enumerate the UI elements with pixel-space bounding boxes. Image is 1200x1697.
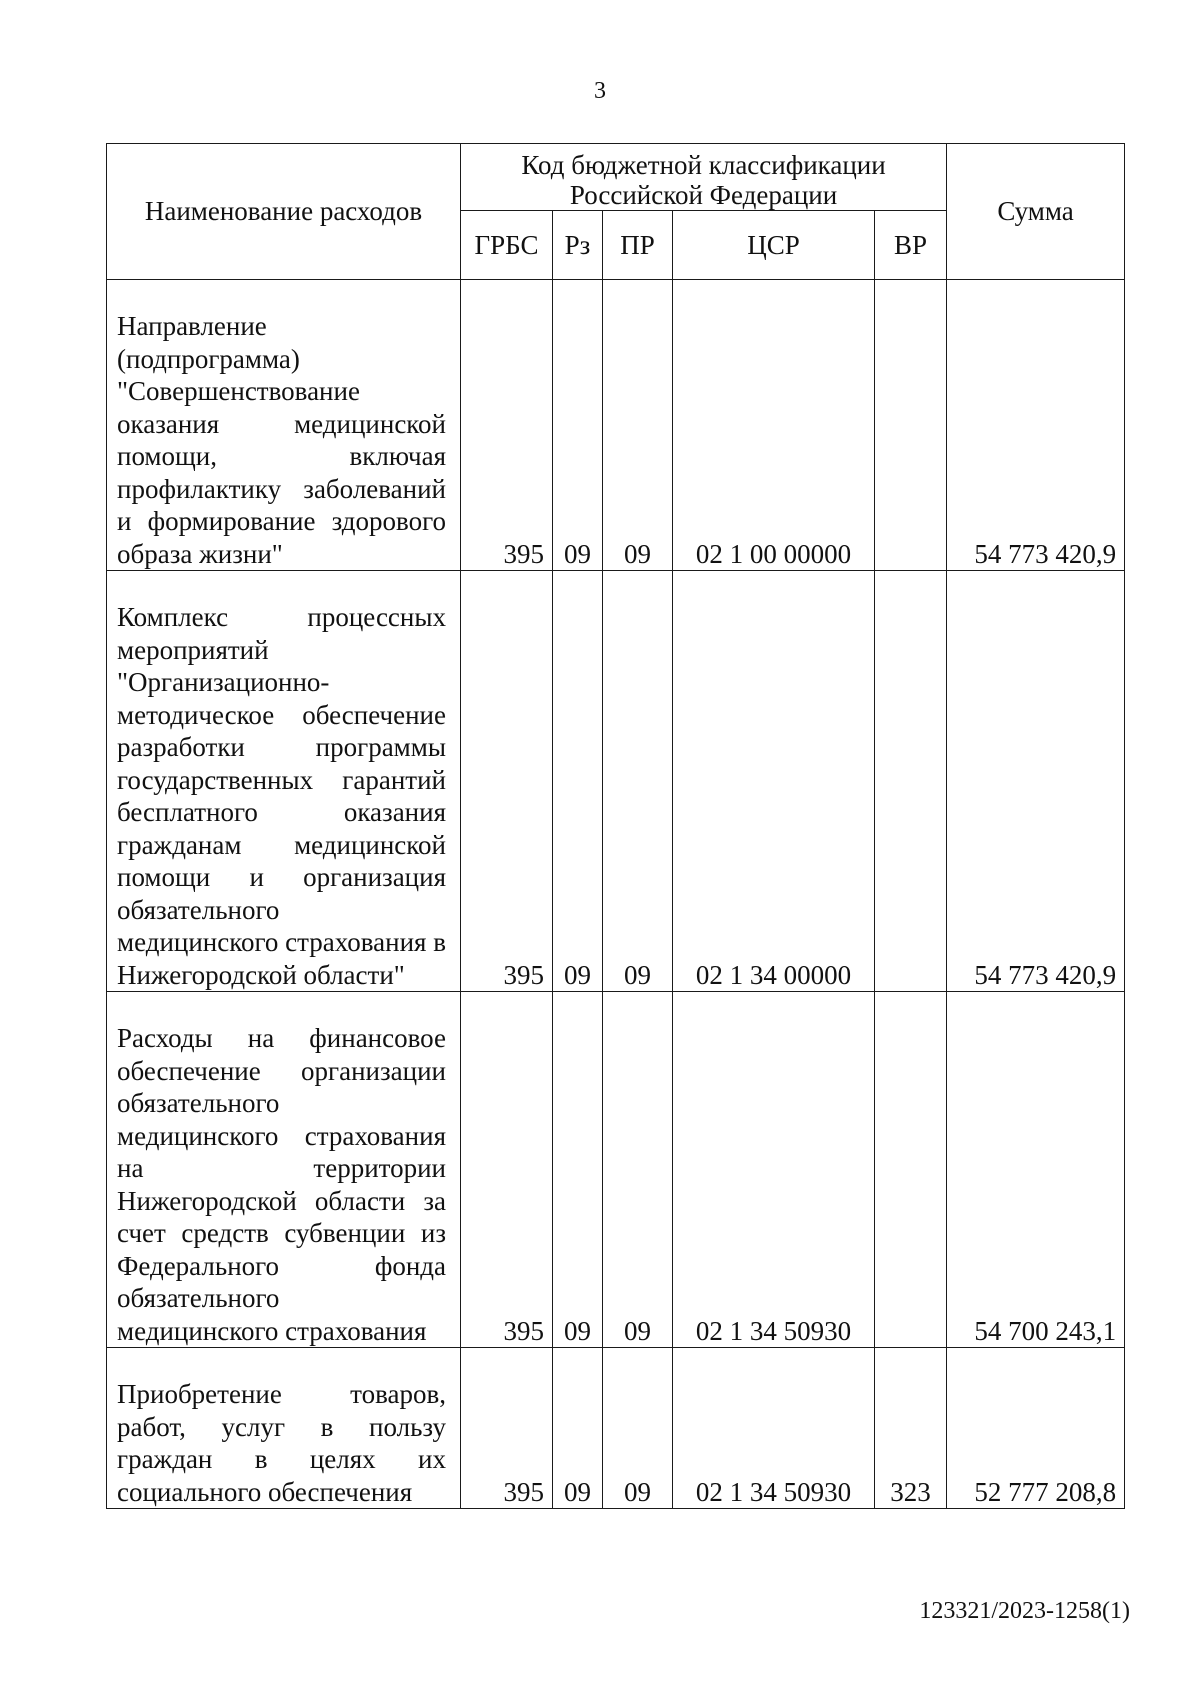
row-grbs: 395 xyxy=(461,1348,553,1509)
row-csr: 02 1 34 00000 xyxy=(673,571,875,992)
row-grbs: 395 xyxy=(461,571,553,992)
document-id: 123321/2023-1258(1) xyxy=(919,1598,1130,1624)
row-pr: 09 xyxy=(603,280,673,571)
header-grbs: ГРБС xyxy=(461,211,553,280)
table-row xyxy=(107,1348,1125,1509)
row-pr: 09 xyxy=(603,992,673,1348)
row-vr xyxy=(875,992,947,1348)
row-sum: 54 773 420,9 xyxy=(947,571,1125,992)
row-name: Направление (подпрограмма) "Совершенствование оказания медицинской помощи, включая профилактику заболеваний и формирование здорового образа жизни" xyxy=(107,280,461,571)
row-vr xyxy=(875,571,947,992)
header-name-column: Наименование расходов xyxy=(107,144,461,280)
row-csr: 02 1 00 00000 xyxy=(673,280,875,571)
row-csr: 02 1 34 50930 xyxy=(673,992,875,1348)
row-name: Комплекс процессных мероприятий "Организационно-методическое обеспечение разработки программы государственных гарантий бесплатного оказания гражданам медицинской помощи и организация обязательного медицинского страхования в Нижегородской области" xyxy=(107,571,461,992)
row-grbs: 395 xyxy=(461,992,553,1348)
row-pr: 09 xyxy=(603,1348,673,1509)
row-sum: 54 773 420,9 xyxy=(947,280,1125,571)
header-pr: ПР xyxy=(603,211,673,280)
row-rz: 09 xyxy=(553,992,603,1348)
page-number: 3 xyxy=(594,78,606,104)
row-vr: 323 xyxy=(875,1348,947,1509)
row-rz: 09 xyxy=(553,280,603,571)
row-csr: 02 1 34 50930 xyxy=(673,1348,875,1509)
row-sum: 54 700 243,1 xyxy=(947,992,1125,1348)
header-csr: ЦСР xyxy=(673,211,875,280)
header-sum-column: Сумма xyxy=(947,144,1125,280)
table-row xyxy=(107,571,1125,992)
header-rz: Рз xyxy=(553,211,603,280)
row-name: Расходы на финансовое обеспечение организации обязательного медицинского страхования на территории Нижегородской области за счет средств субвенции из Федерального фонда обязательного медицинского страхования xyxy=(107,992,461,1348)
row-rz: 09 xyxy=(553,1348,603,1509)
header-vr: ВР xyxy=(875,211,947,280)
row-grbs: 395 xyxy=(461,280,553,571)
row-rz: 09 xyxy=(553,571,603,992)
header-code-group: Код бюджетной классификации Российской Федерации xyxy=(461,144,947,211)
row-vr xyxy=(875,280,947,571)
row-name: Приобретение товаров, работ, услуг в пользу граждан в целях их социального обеспечения xyxy=(107,1348,461,1509)
row-sum: 52 777 208,8 xyxy=(947,1348,1125,1509)
row-pr: 09 xyxy=(603,571,673,992)
table-row xyxy=(107,280,1125,571)
budget-table xyxy=(106,143,1125,1509)
table-row xyxy=(107,992,1125,1348)
